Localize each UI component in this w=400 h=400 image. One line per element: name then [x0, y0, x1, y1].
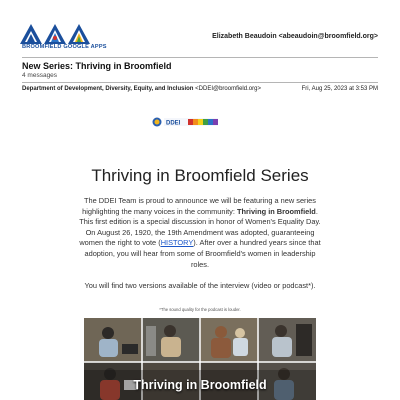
video-title: Thriving in Broomfield	[133, 378, 267, 392]
text-run: The DDEI Team is proud to announce we will be featuring a new series highlighting the many voices in the community:	[82, 196, 316, 216]
message-date: Fri, Aug 25, 2023 at 3:53 PM	[301, 86, 378, 92]
badge-text: DDEI	[166, 120, 181, 127]
podcast-note: *The sound quality for the podcast is louder.	[159, 307, 241, 312]
announcement-text	[78, 196, 322, 292]
paragraph-versions: You will find two versions available of the interview (video or podcast*).	[84, 281, 316, 291]
email-header	[0, 0, 400, 58]
logo-label: BROOMFIELD GOOGLE APPS	[22, 44, 107, 50]
video-thumbnail[interactable]	[84, 318, 316, 400]
history-link[interactable]: HISTORY	[160, 238, 194, 248]
header-divider	[22, 57, 378, 58]
message-sender[interactable]	[22, 86, 261, 92]
logo-triangle-icon	[20, 24, 42, 44]
spacer	[78, 270, 322, 281]
account-user[interactable]: Elizabeth Beaudoin <abeaudoin@broomfield.org>	[212, 33, 378, 40]
sender-name: Department of Development, Diversity, Equity, and Inclusion	[22, 86, 194, 92]
sender-email: <DDEI@broomfield.org>	[195, 86, 261, 92]
ddei-badge	[152, 115, 220, 127]
broomfield-logo	[20, 24, 116, 54]
text-run: . This first edition is a special discussion in honor of Women's Equality Day. On August 26, 1920, the 19th Amendment was adopted, guaranteeing women the right to vote (	[79, 206, 321, 248]
paragraph-intro	[78, 196, 322, 270]
message-count: 4 messages	[22, 72, 58, 79]
subject-divider	[22, 82, 378, 83]
logo-triangle-icon	[68, 24, 90, 44]
page-title: Thriving in Broomfield Series	[91, 166, 309, 185]
text-run: ). After over a hundred years since that adoption, you will hear from some of Broomfield's women in leadership roles.	[84, 238, 321, 269]
series-name: Thriving in Broomfield	[236, 206, 316, 216]
ddei-logo-icon	[152, 116, 220, 128]
thread-subject: New Series: Thriving in Broomfield	[22, 61, 172, 71]
logo-triangle-icon	[44, 24, 66, 44]
